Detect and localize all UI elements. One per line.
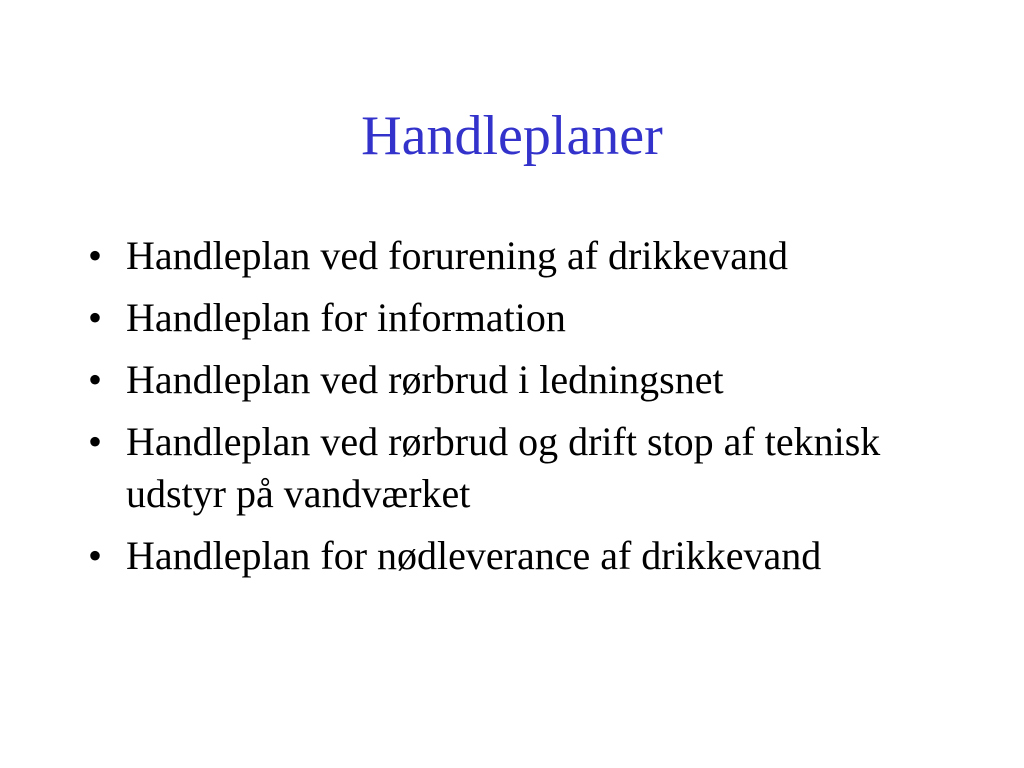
- bullet-item: [88, 230, 948, 282]
- bullet-marker: •: [88, 419, 103, 464]
- bullet-list: [88, 230, 948, 592]
- bullet-text: Handleplan for nødleverance af drikkevand: [126, 533, 822, 578]
- slide-title: Handleplaner: [361, 105, 663, 167]
- bullet-item: [88, 354, 948, 406]
- bullet-item: [88, 416, 948, 520]
- bullet-marker: •: [88, 295, 103, 340]
- bullet-text: Handleplan ved forurening af drikkevand: [126, 233, 788, 278]
- bullet-marker: •: [88, 357, 103, 402]
- bullet-marker: •: [88, 233, 103, 278]
- bullet-text: Handleplan for information: [126, 295, 566, 340]
- bullet-item: [88, 530, 948, 582]
- bullet-text: Handleplan ved rørbrud i ledningsnet: [126, 357, 724, 402]
- bullet-marker: •: [88, 533, 103, 578]
- bullet-text: Handleplan ved rørbrud og drift stop af teknisk udstyr på vandværket: [126, 419, 881, 516]
- bullet-item: [88, 292, 948, 344]
